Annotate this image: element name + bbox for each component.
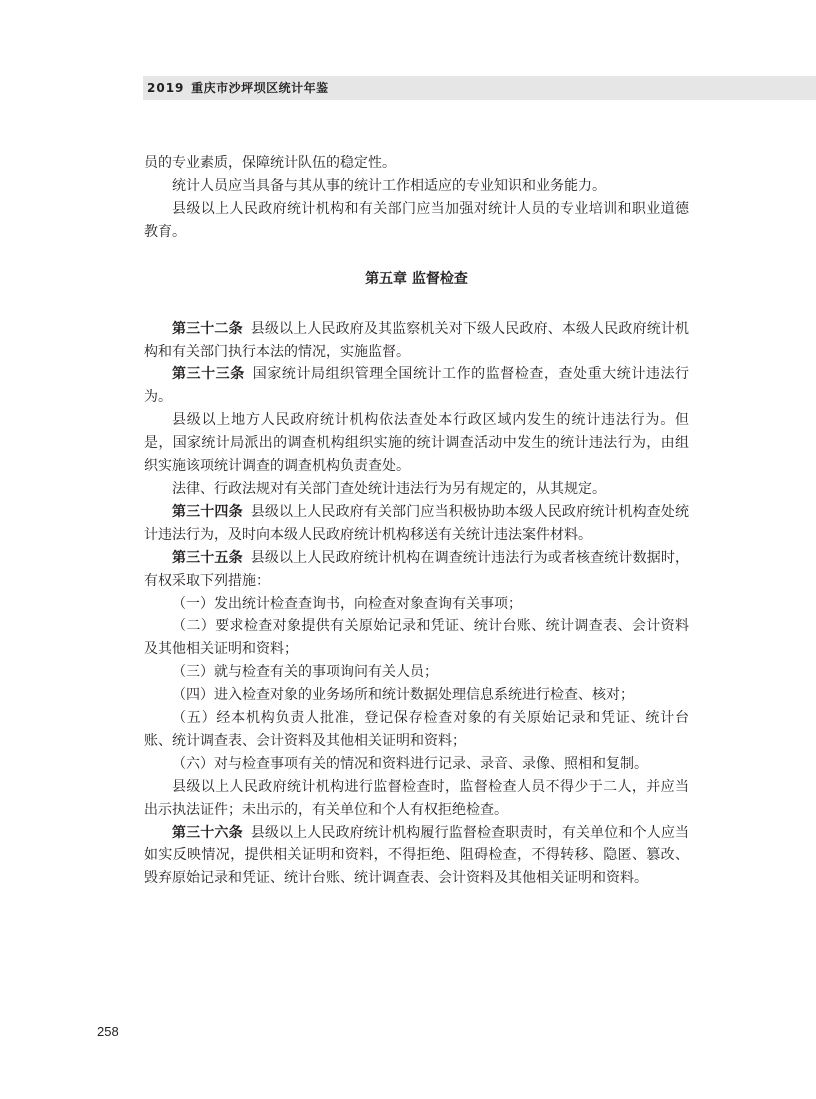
article-number: 第三十六条 <box>172 824 243 841</box>
paragraph: 法律、行政法规对有关部门查处统计违法行为另有规定的，从其规定。 <box>172 480 606 497</box>
paragraph: 县级以上人民政府统计机构和有关部门应当加强对统计人员的专业培训和职业道德教育。 <box>144 200 689 240</box>
article-36 <box>144 822 689 891</box>
measure-item: （三）就与检查有关的事项询问有关人员； <box>172 664 438 681</box>
header-title: 重庆市沙坪坝区统计年鉴 <box>191 81 329 95</box>
measure-item: （六）对与检查事项有关的情况和资料进行记录、录音、录像、照相和复制。 <box>172 755 648 772</box>
paragraph: 统计人员应当具备与其从事的统计工作相适应的专业知识和业务能力。 <box>172 177 606 194</box>
article-33 <box>144 363 689 409</box>
chapter-heading: 第五章 监督检查 <box>365 270 468 287</box>
measure-item: （四）进入检查对象的业务场所和统计数据处理信息系统进行检查、核对； <box>172 687 634 704</box>
article-text: 县级以上人民政府有关部门应当积极协助本级人民政府统计机构查处统计违法行为，及时向本级人民政府统计机构移送有关统计违法案件材料。 <box>144 503 690 543</box>
article-number: 第三十五条 <box>172 549 243 566</box>
paragraph: 县级以上地方人民政府统计机构依法查处本行政区域内发生的统计违法行为。但是，国家统计局派出的调查机构组织实施的统计调查活动中发生的统计违法行为，由组织实施该项统计调查的调查机构负责查处。 <box>144 412 689 475</box>
measure-item: （二）要求检查对象提供有关原始记录和凭证、统计台账、统计调查表、会计资料及其他相关证明和资料； <box>144 618 689 658</box>
page-body <box>144 152 689 890</box>
paragraph: 员的专业素质，保障统计队伍的稳定性。 <box>144 155 396 171</box>
paragraph: 县级以上人民政府统计机构进行监督检查时，监督检查人员不得少于二人，并应当出示执法证件；未出示的，有关单位和个人有权拒绝检查。 <box>144 778 689 818</box>
article-text: 县级以上人民政府统计机构在调查统计违法行为或者核查统计数据时，有权采取下列措施： <box>144 549 690 589</box>
measure-item: （一）发出统计检查查询书，向检查对象查询有关事项； <box>172 595 522 612</box>
article-number: 第三十二条 <box>172 320 243 337</box>
article-text: 县级以上人民政府统计机构履行监督检查职责时，有关单位和个人应当如实反映情况，提供相关证明和资料，不得拒绝、阻碍检查，不得转移、隐匿、篡改、毁弃原始记录和凭证、统计台账、统计调查表、会计资料及其他相关证明和资料。 <box>144 824 690 887</box>
article-32 <box>144 318 689 364</box>
measure-item: （五）经本机构负责人批准，登记保存检查对象的有关原始记录和凭证、统计台账、统计调查表、会计资料及其他相关证明和资料； <box>144 710 689 749</box>
article-text: 国家统计局组织管理全国统计工作的监督检查，查处重大统计违法行为。 <box>144 366 690 406</box>
header-year: 2019 <box>147 81 185 95</box>
article-text: 县级以上人民政府及其监察机关对下级人民政府、本级人民政府统计机构和有关部门执行本法的情况，实施监督。 <box>144 320 690 360</box>
page-number: 258 <box>97 1024 119 1039</box>
running-header <box>147 80 329 96</box>
article-number: 第三十三条 <box>172 366 245 383</box>
article-34 <box>144 501 689 547</box>
article-35 <box>144 547 689 593</box>
article-number: 第三十四条 <box>172 503 243 520</box>
